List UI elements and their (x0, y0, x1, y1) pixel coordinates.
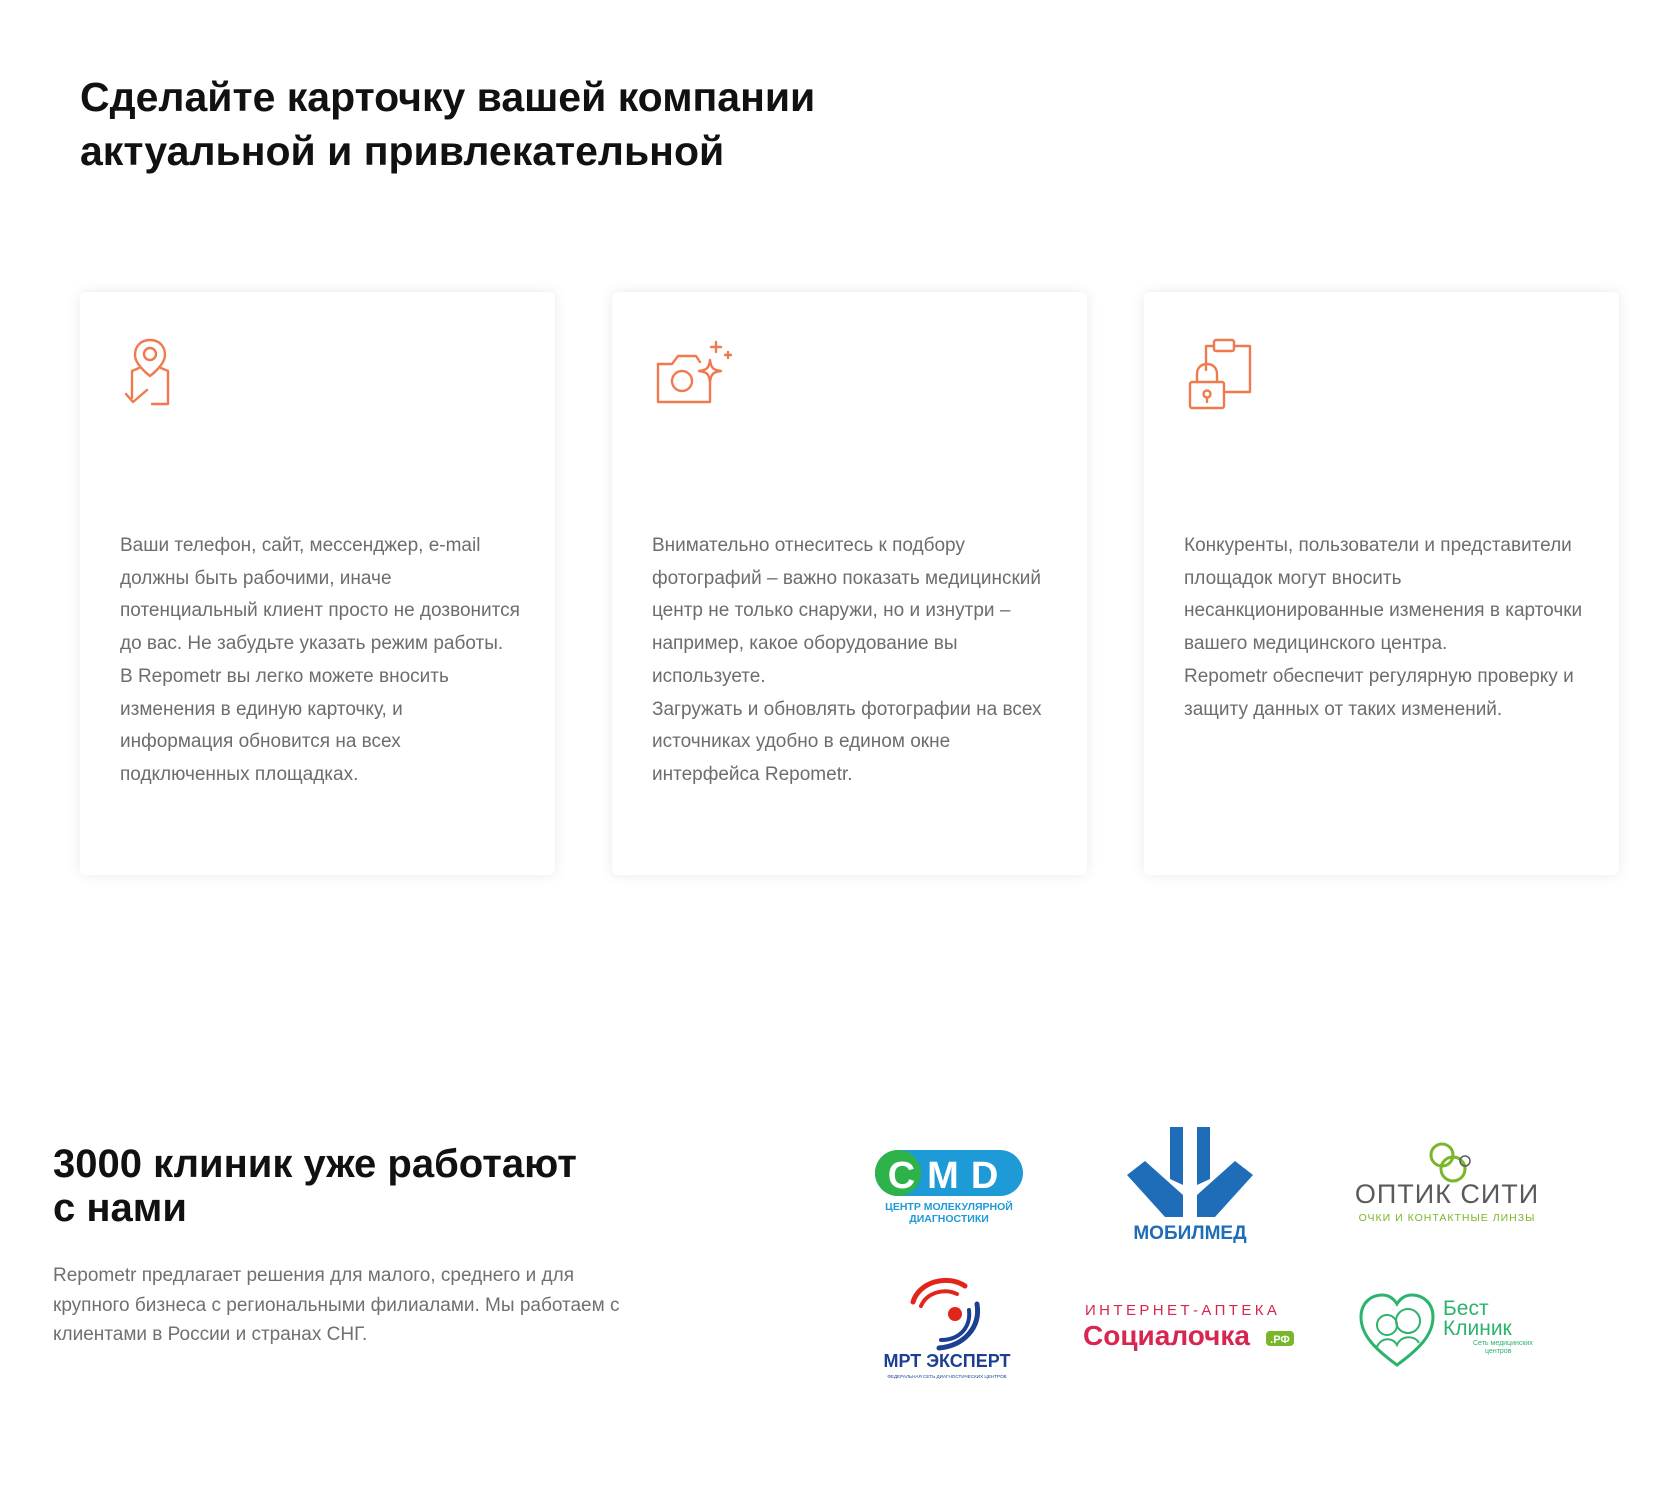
page-title-line1: Сделайте карточку вашей компании (80, 74, 816, 120)
feature-card-contacts (80, 292, 555, 875)
feature-card-text (652, 530, 1052, 792)
feature-card-paragraph: Загружать и обновлять фотографии на всех источниках удобно в едином окне интерфейса Repometr. (652, 698, 1042, 785)
optik-city-logo-text: ОПТИК СИТИ (1354, 1179, 1540, 1209)
clients-title-line2: с нами (53, 1186, 187, 1230)
mobilmed-logo-text: МОБИЛМЕД (1133, 1223, 1247, 1243)
socialochka-logo (1080, 1295, 1310, 1360)
socialochka-logo-sub: ИНТЕРНЕТ-АПТЕКА (1085, 1302, 1281, 1319)
page-title-line2: актуальной и привлекательной (80, 128, 725, 174)
page-title (80, 70, 980, 178)
feature-card-text (1184, 530, 1584, 726)
cmd-logo (875, 1148, 1025, 1233)
location-check-icon (120, 336, 210, 416)
best-clinic-logo-text1: Бест (1443, 1297, 1489, 1320)
socialochka-logo-text: Социалочка (1083, 1320, 1250, 1351)
camera-sparkle-icon (652, 336, 742, 416)
best-clinic-logo-text2: Клиник (1443, 1317, 1512, 1340)
feature-card-protection (1144, 292, 1619, 875)
socialochka-logo-badge: .РФ (1270, 1334, 1290, 1346)
cmd-logo-sub1: ЦЕНТР МОЛЕКУЛЯРНОЙ (885, 1201, 1013, 1213)
feature-card-paragraph: Конкуренты, пользователи и представители площадок могут вносить несанкционированные изменения в карточки вашего медицинского центра. (1184, 535, 1583, 655)
mrt-expert-logo-sub: ФЕДЕРАЛЬНАЯ СЕТЬ ДИАГНОСТИЧЕСКИХ ЦЕНТРОВ (887, 1374, 1007, 1379)
mrt-expert-logo-text: МРТ ЭКСПЕРТ (883, 1351, 1011, 1371)
cmd-logo-text: CMD (887, 1155, 1011, 1197)
mobilmed-logo (1125, 1125, 1255, 1248)
best-clinic-logo-sub2: центров (1485, 1348, 1512, 1355)
optik-city-logo (1350, 1141, 1545, 1236)
clipboard-lock-icon (1184, 336, 1274, 416)
best-clinic-logo-sub1: Сеть медицинских (1473, 1340, 1533, 1347)
client-logos (860, 1115, 1560, 1379)
feature-card-paragraph: Внимательно отнеситесь к подбору фотографий – важно показать медицинский центр не только снаружи, но и изнутри – например, какое оборудование вы используете. (652, 535, 1041, 687)
mrt-expert-logo (877, 1270, 1017, 1390)
feature-card-photos (612, 292, 1087, 875)
feature-card-paragraph: В Repometr вы легко можете вносить изменения в единую карточку, и информация обновится на всех подключенных площадках. (120, 665, 449, 785)
cmd-logo-sub2: ДИАГНОСТИКИ (909, 1213, 989, 1225)
feature-card-paragraph: Repometr обеспечит регулярную проверку и защиту данных от таких изменений. (1184, 665, 1574, 720)
clients-description: Repometr предлагает решения для малого, среднего и для крупного бизнеса с региональными филиалами. Мы работаем с клиентами в России и странах СНГ. (53, 1265, 620, 1345)
best-clinic-logo (1355, 1285, 1535, 1375)
feature-card-paragraph: Ваши телефон, сайт, мессенджер, e-mail должны быть рабочими, иначе потенциальный клиент просто не дозвонится до вас. Не забудьте указать режим работы. (120, 535, 520, 655)
clients-title-line1: 3000 клиник уже работают (53, 1142, 577, 1186)
feature-card-text (120, 530, 520, 792)
clients-title (53, 1142, 693, 1230)
optik-city-logo-sub: ОЧКИ И КОНТАКТНЫЕ ЛИНЗЫ (1358, 1212, 1536, 1224)
